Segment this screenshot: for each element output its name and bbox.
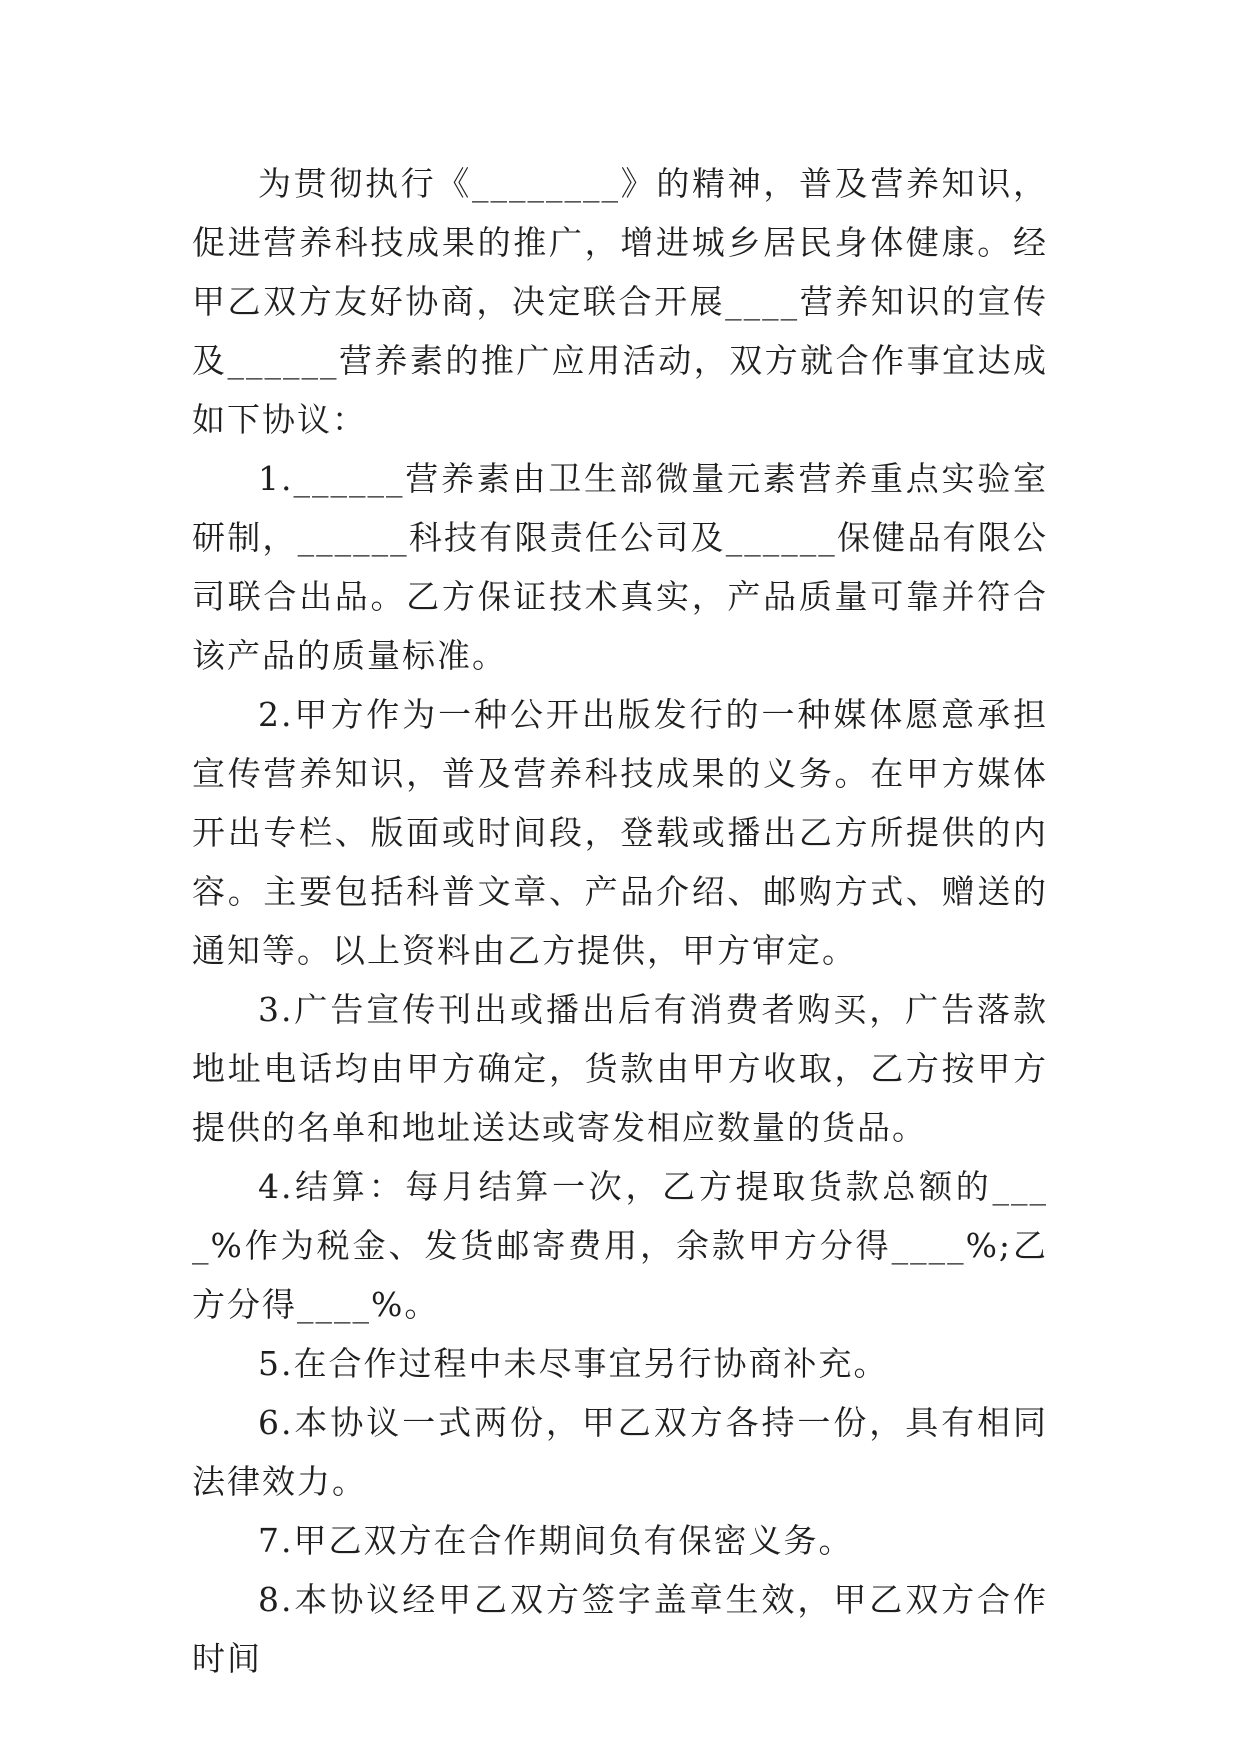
paragraph-clause-3: 3.广告宣传刊出或播出后有消费者购买，广告落款地址电话均由甲方确定，货款由甲方收取，乙方按甲方提供的名单和地址送达或寄发相应数量的货品。 <box>192 990 1048 1147</box>
paragraph-clause-5: 5.在合作过程中未尽事宜另行协商补充。 <box>258 1344 889 1383</box>
document-body <box>192 154 1048 1688</box>
paragraph-clause-7: 7.甲乙双方在合作期间负有保密义务。 <box>258 1521 854 1560</box>
paragraph-clause-2: 2.甲方作为一种公开出版发行的一种媒体愿意承担宣传营养知识，普及营养科技成果的义务。在甲方媒体开出专栏、版面或时间段，登载或播出乙方所提供的内容。主要包括科普文章、产品介绍、邮购方式、赠送的通知等。以上资料由乙方提供，甲方审定。 <box>192 695 1048 970</box>
paragraph-clause-4: 4.结算：每月结算一次，乙方提取货款总额的____%作为税金、发货邮寄费用，余款甲方分得____%;乙方分得____%。 <box>192 1167 1048 1324</box>
paragraph-clause-6: 6.本协议一式两份，甲乙双方各持一份，具有相同法律效力。 <box>192 1403 1048 1501</box>
paragraph-clause-1: 1.______营养素由卫生部微量元素营养重点实验室研制，______科技有限责任公司及______保健品有限公司联合出品。乙方保证技术真实，产品质量可靠并符合该产品的质量标准。 <box>192 459 1048 675</box>
paragraph-clause-8: 8.本协议经甲乙双方签字盖章生效，甲乙双方合作时间 <box>192 1580 1048 1678</box>
paragraph-preamble: 为贯彻执行《________》的精神，普及营养知识，促进营养科技成果的推广，增进城乡居民身体健康。经甲乙双方友好协商，决定联合开展____营养知识的宣传及______营养素的推广应用活动，双方就合作事宜达成如下协议： <box>192 164 1048 439</box>
